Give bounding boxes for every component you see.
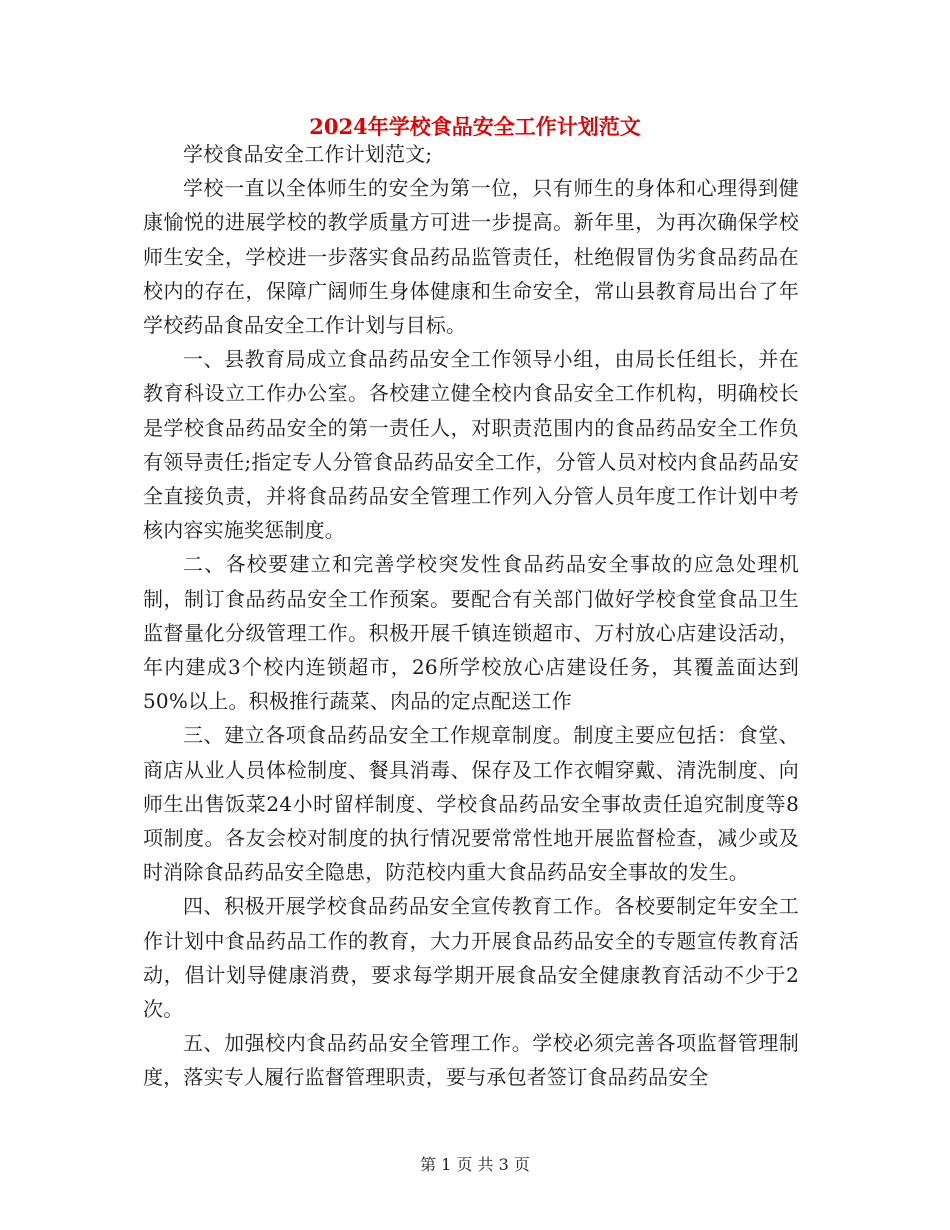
paragraph-item-3: 三、建立各项食品药品安全工作规章制度。制度主要应包括：食堂、商店从业人员体检制度、餐具消毒、保存及工作衣帽穿戴、清洗制度、向师生出售饭菜24小时留样制度、学校食品药品安全事故责任追究制度等8项制度。各友会校对制度的执行情况要常常性地开展监督检查，减少或及时消除食品药品安全隐患，防范校内重大食品药品安全事故的发生。 xyxy=(143,723,799,885)
document-title: 2024年学校食品安全工作计划范文 xyxy=(309,114,641,139)
page-footer: 第 1 页 共 3 页 xyxy=(420,1155,530,1174)
paragraph-intro: 学校食品安全工作计划范文; xyxy=(183,142,433,166)
document-body xyxy=(143,137,799,1095)
paragraph-item-5: 五、加强校内食品药品安全管理工作。学校必须完善各项监督管理制度，落实专人履行监督管理职责，要与承包者签订食品药品安全 xyxy=(143,1031,799,1090)
paragraph-item-2: 二、各校要建立和完善学校突发性食品药品安全事故的应急处理机制，制订食品药品安全工作预案。要配合有关部门做好学校食堂食品卫生监督量化分级管理工作。积极开展千镇连锁超市、万村放心店建设活动，年内建成3个校内连锁超市，26所学校放心店建设任务，其覆盖面达到50%以上。积极推行蔬菜、肉品的定点配送工作 xyxy=(143,552,799,714)
paragraph-item-4: 四、积极开展学校食品药品安全宣传教育工作。各校要制定年安全工作计划中食品药品工作的教育，大力开展食品药品安全的专题宣传教育活动，倡计划导健康消费，要求每学期开展食品安全健康教育活动不少于2次。 xyxy=(143,894,799,1022)
paragraph-background: 学校一直以全体师生的安全为第一位，只有师生的身体和心理得到健康愉悦的进展学校的教学质量方可进一步提高。新年里，为再次确保学校师生安全，学校进一步落实食品药品监管责任，杜绝假冒伪劣食品药品在校内的存在，保障广阔师生身体健康和生命安全，常山县教育局出台了年学校药品食品安全工作计划与目标。 xyxy=(143,176,799,338)
paragraph-item-1: 一、县教育局成立食品药品安全工作领导小组，由局长任组长，并在教育科设立工作办公室。各校建立健全校内食品安全工作机构，明确校长是学校食品药品安全的第一责任人，对职责范围内的食品药品安全工作负有领导责任;指定专人分管食品药品安全工作，分管人员对校内食品药品安全直接负责，并将食品药品安全管理工作列入分管人员年度工作计划中考核内容实施奖惩制度。 xyxy=(143,347,799,543)
